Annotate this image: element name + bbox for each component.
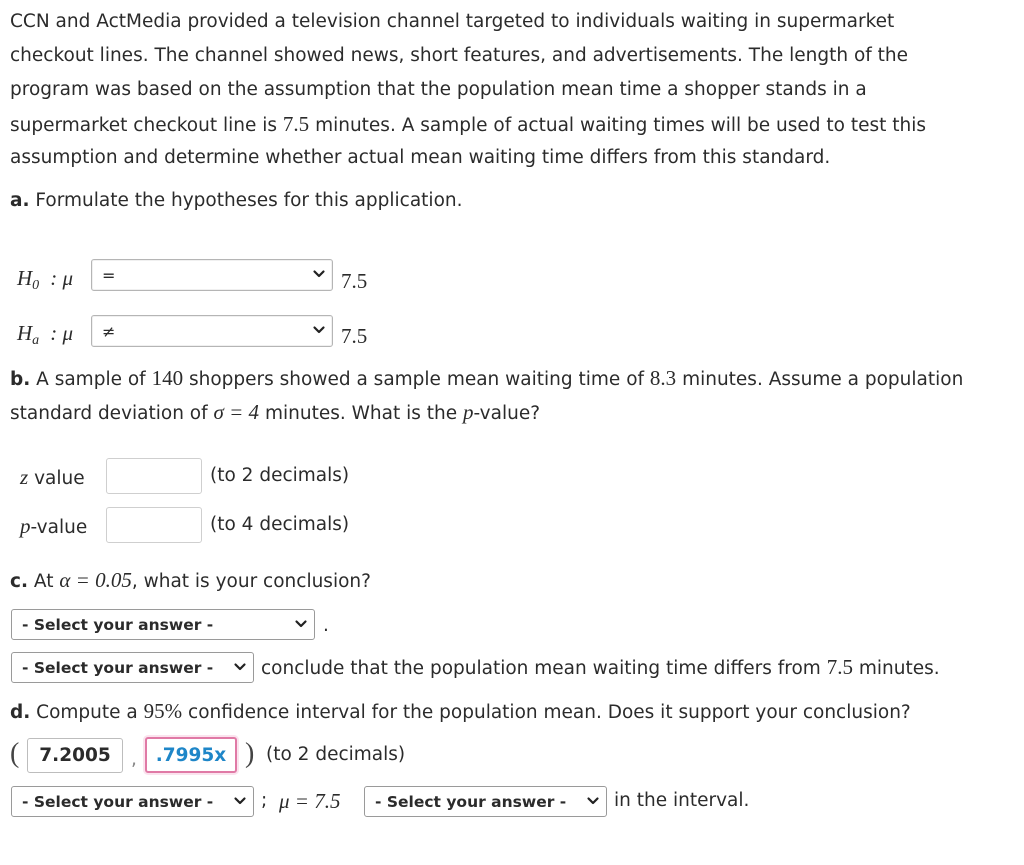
sample-size: 140 <box>151 366 184 390</box>
conclusion-select-1-value: - Select your answer - <box>22 615 214 634</box>
h0-operator-value: = <box>102 265 116 285</box>
ci-in-interval-select[interactable] <box>364 786 607 817</box>
z-value-hint: (to 2 decimals) <box>210 465 350 486</box>
ci-support-select[interactable] <box>11 786 254 817</box>
h0-subscript: 0 <box>32 278 40 294</box>
part-b-text-c: minutes. Assume a population <box>682 369 964 390</box>
part-d-text-b: confidence interval for the population mean. Does it support your conclusion? <box>188 702 911 723</box>
conclusion-select-2[interactable] <box>11 652 254 683</box>
ci-support-select-value: - Select your answer - <box>22 792 214 811</box>
p-label-symbol: p <box>20 514 31 538</box>
ha-symbol: H <box>17 321 33 345</box>
ha-colon-mu: : μ <box>50 321 74 345</box>
part-b-line-2 <box>10 395 540 431</box>
part-d-label: d. <box>10 702 31 723</box>
ha-label <box>17 318 73 348</box>
intro-line-2: checkout lines. The channel showed news, short features, and advertisements. The length of the <box>10 45 909 66</box>
h0-value: 7.5 <box>341 269 368 293</box>
p-value-hint: (to 4 decimals) <box>210 514 350 535</box>
ci-interval-text: in the interval. <box>614 790 750 811</box>
conclusion-text <box>261 650 940 686</box>
confidence-level: 95% <box>143 699 183 723</box>
part-b-text-b: shoppers showed a sample mean waiting time of <box>188 369 645 390</box>
z-value-label <box>20 460 85 496</box>
p-value-input[interactable] <box>106 507 202 543</box>
p-value-label <box>20 509 87 545</box>
part-b-line-1 <box>10 361 963 397</box>
chevron-down-icon <box>233 660 247 674</box>
ci-open-paren: ( <box>10 738 20 769</box>
ci-semicolon: ; <box>261 790 268 811</box>
h0-label <box>17 263 73 293</box>
ci-in-interval-select-value: - Select your answer - <box>375 792 567 811</box>
chevron-down-icon <box>294 617 308 631</box>
part-b-text-a: A sample of <box>36 369 146 390</box>
part-b-text-d: standard deviation of <box>10 403 208 424</box>
ci-hint: (to 2 decimals) <box>266 744 406 765</box>
chevron-down-icon <box>233 794 247 808</box>
intro-mean-value: 7.5 <box>282 112 310 136</box>
conclusion-select-2-value: - Select your answer - <box>22 658 214 677</box>
conclusion-select-1[interactable] <box>11 609 315 640</box>
part-c-text-b: , what is your conclusion? <box>131 571 371 592</box>
ci-upper-input[interactable]: .7995x <box>145 737 237 773</box>
part-d-prompt <box>10 694 911 730</box>
ha-operator-select[interactable] <box>91 315 333 347</box>
part-d-text-a: Compute a <box>36 702 138 723</box>
part-a-text: Formulate the hypotheses for this application. <box>35 190 463 211</box>
p-symbol: p <box>463 400 474 424</box>
alpha-expression: α = 0.05 <box>59 568 132 592</box>
h0-operator-select[interactable] <box>91 259 333 291</box>
part-a-prompt <box>10 184 463 218</box>
intro-line-3: program was based on the assumption that the population mean time a shopper stands in a <box>10 79 867 100</box>
ci-lower-input[interactable]: 7.2005 <box>27 738 123 773</box>
h0-colon-mu: : μ <box>50 266 74 290</box>
part-b-label: b. <box>10 369 31 390</box>
intro-line-4-b: minutes. A sample of actual waiting times will be used to test this <box>315 115 927 136</box>
z-value-label-text: value <box>34 468 85 489</box>
mu-expression: μ = 7.5 <box>279 789 341 813</box>
part-a-label: a. <box>10 190 30 211</box>
conclusion-period: . <box>323 615 329 636</box>
ha-subscript: a <box>32 333 40 349</box>
intro-line-4-a: supermarket checkout line is <box>10 115 278 136</box>
part-c-text-a: At <box>33 571 54 592</box>
conclusion-value: 7.5 <box>826 655 853 679</box>
ha-operator-value: ≠ <box>102 321 116 341</box>
sample-mean: 8.3 <box>649 366 677 390</box>
part-b-text-f: -value? <box>473 403 541 424</box>
conclusion-text-a: conclude that the population mean waiting time differs from <box>261 658 821 679</box>
intro-line-5: assumption and determine whether actual mean waiting time differs from this standard. <box>10 147 831 168</box>
sigma-expression: σ = 4 <box>213 400 260 424</box>
z-symbol: z <box>20 465 29 489</box>
chevron-down-icon <box>312 267 326 281</box>
intro-line-1: CCN and ActMedia provided a television channel targeted to individuals waiting in supermarket <box>10 11 895 32</box>
z-value-input[interactable] <box>106 458 202 494</box>
part-c-prompt <box>10 563 371 599</box>
intro-line-4 <box>10 107 926 143</box>
ci-comma: , <box>131 749 137 770</box>
p-value-label-text: -value <box>30 517 88 538</box>
ha-value: 7.5 <box>341 324 368 348</box>
part-c-label: c. <box>10 571 28 592</box>
h0-symbol: H <box>17 266 33 290</box>
part-b-text-e: minutes. What is the <box>264 403 458 424</box>
ci-close-paren: ) <box>245 738 255 769</box>
conclusion-text-b: minutes. <box>858 658 940 679</box>
chevron-down-icon <box>586 794 600 808</box>
chevron-down-icon <box>312 323 326 337</box>
